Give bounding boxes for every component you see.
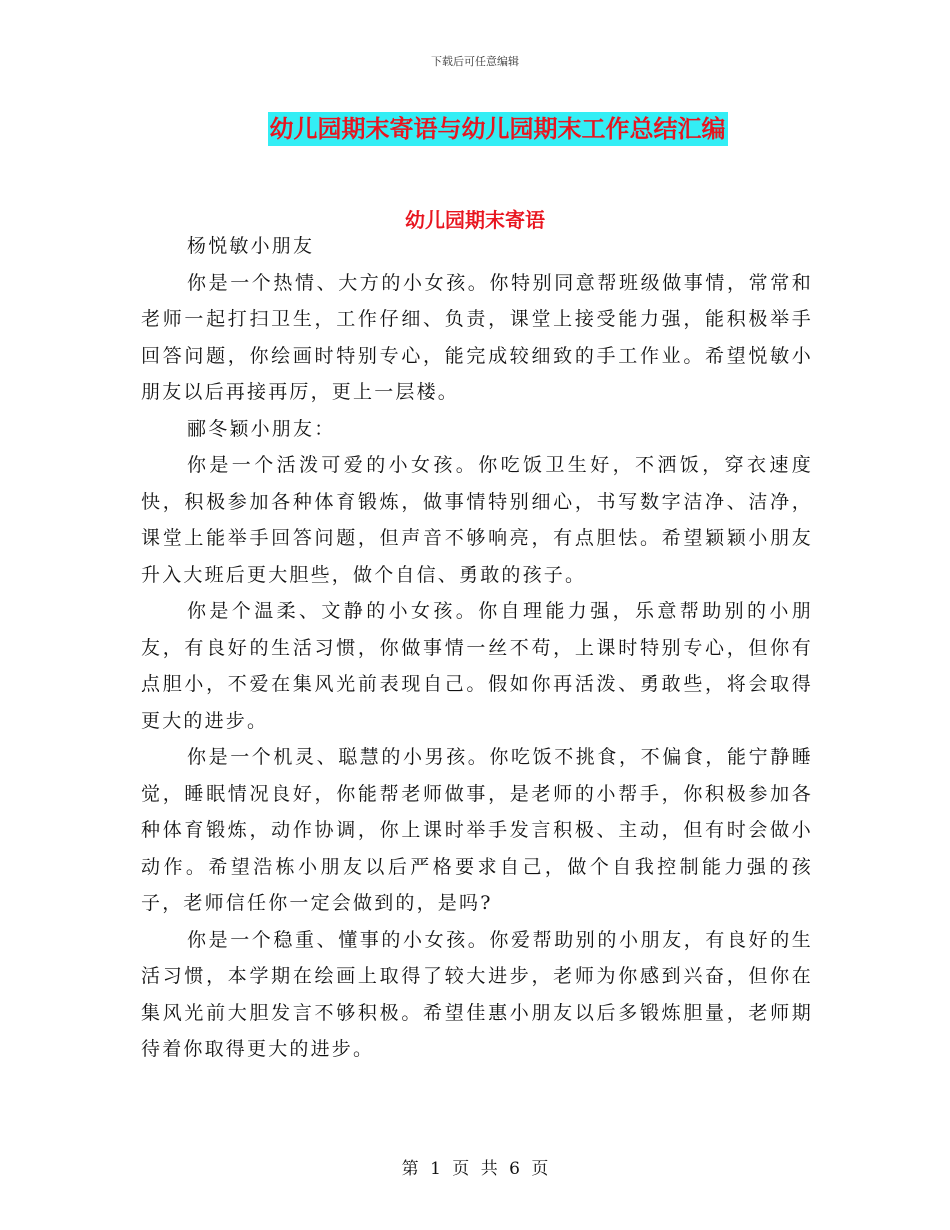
paragraph: 你是一个活泼可爱的小女孩。你吃饭卫生好，不洒饭，穿衣速度快，积极参加各种体育锻炼，做事情特别细心，书写数字洁净、洁净，课堂上能举手回答问题，但声音不够响亮，有点胆怯。希望颖颖小朋友升入大班后更大胆些，做个自信、勇敢的孩子。 (141, 454, 813, 586)
download-note: 下载后可任意编辑 (431, 55, 519, 68)
page-number: 第 1 页 共 6 页 (401, 1159, 549, 1179)
title-container (0, 112, 950, 146)
paragraph: 你是一个稳重、懂事的小女孩。你爱帮助别的小朋友，有良好的生活习惯，本学期在绘画上取得了较大进步，老师为你感到兴奋，但你在集风光前大胆发言不够积极。希望佳惠小朋友以后多锻炼胆量，老师期待着你取得更大的进步。 (141, 928, 813, 1060)
paragraph-greeting-2: 郦冬颖小朋友： (187, 417, 336, 440)
paragraph: 你是一个机灵、聪慧的小男孩。你吃饭不挑食，不偏食，能宁静睡觉，睡眠情况良好，你能帮老师做事，是老师的小帮手，你积极参加各种体育锻炼，动作协调，你上课时举手发言积极、主动，但有时会做小动作。希望浩栋小朋友以后严格要求自己，做个自我控制能力强的孩子，老师信任你一定会做到的，是吗? (141, 746, 813, 914)
document-title: 幼儿园期末寄语与幼儿园期末工作总结汇编 (268, 112, 728, 146)
section-title: 幼儿园期末寄语 (405, 208, 545, 232)
paragraph: 你是一个热情、大方的小女孩。你特别同意帮班级做事情，常常和老师一起打扫卫生，工作仔细、负责，课堂上接受能力强，能积极举手回答问题，你绘画时特别专心，能完成较细致的手工作业。希望悦敏小朋友以后再接再厉，更上一层楼。 (141, 271, 813, 403)
paragraph-greeting-1: 杨悦敏小朋友 (187, 235, 315, 257)
paragraph: 你是个温柔、文静的小女孩。你自理能力强，乐意帮助别的小朋友，有良好的生活习惯，你做事情一丝不苟，上课时特别专心，但你有点胆小，不爱在集风光前表现自己。假如你再活泼、勇敢些，将会取得更大的进步。 (141, 600, 813, 732)
document-body (141, 228, 813, 1068)
